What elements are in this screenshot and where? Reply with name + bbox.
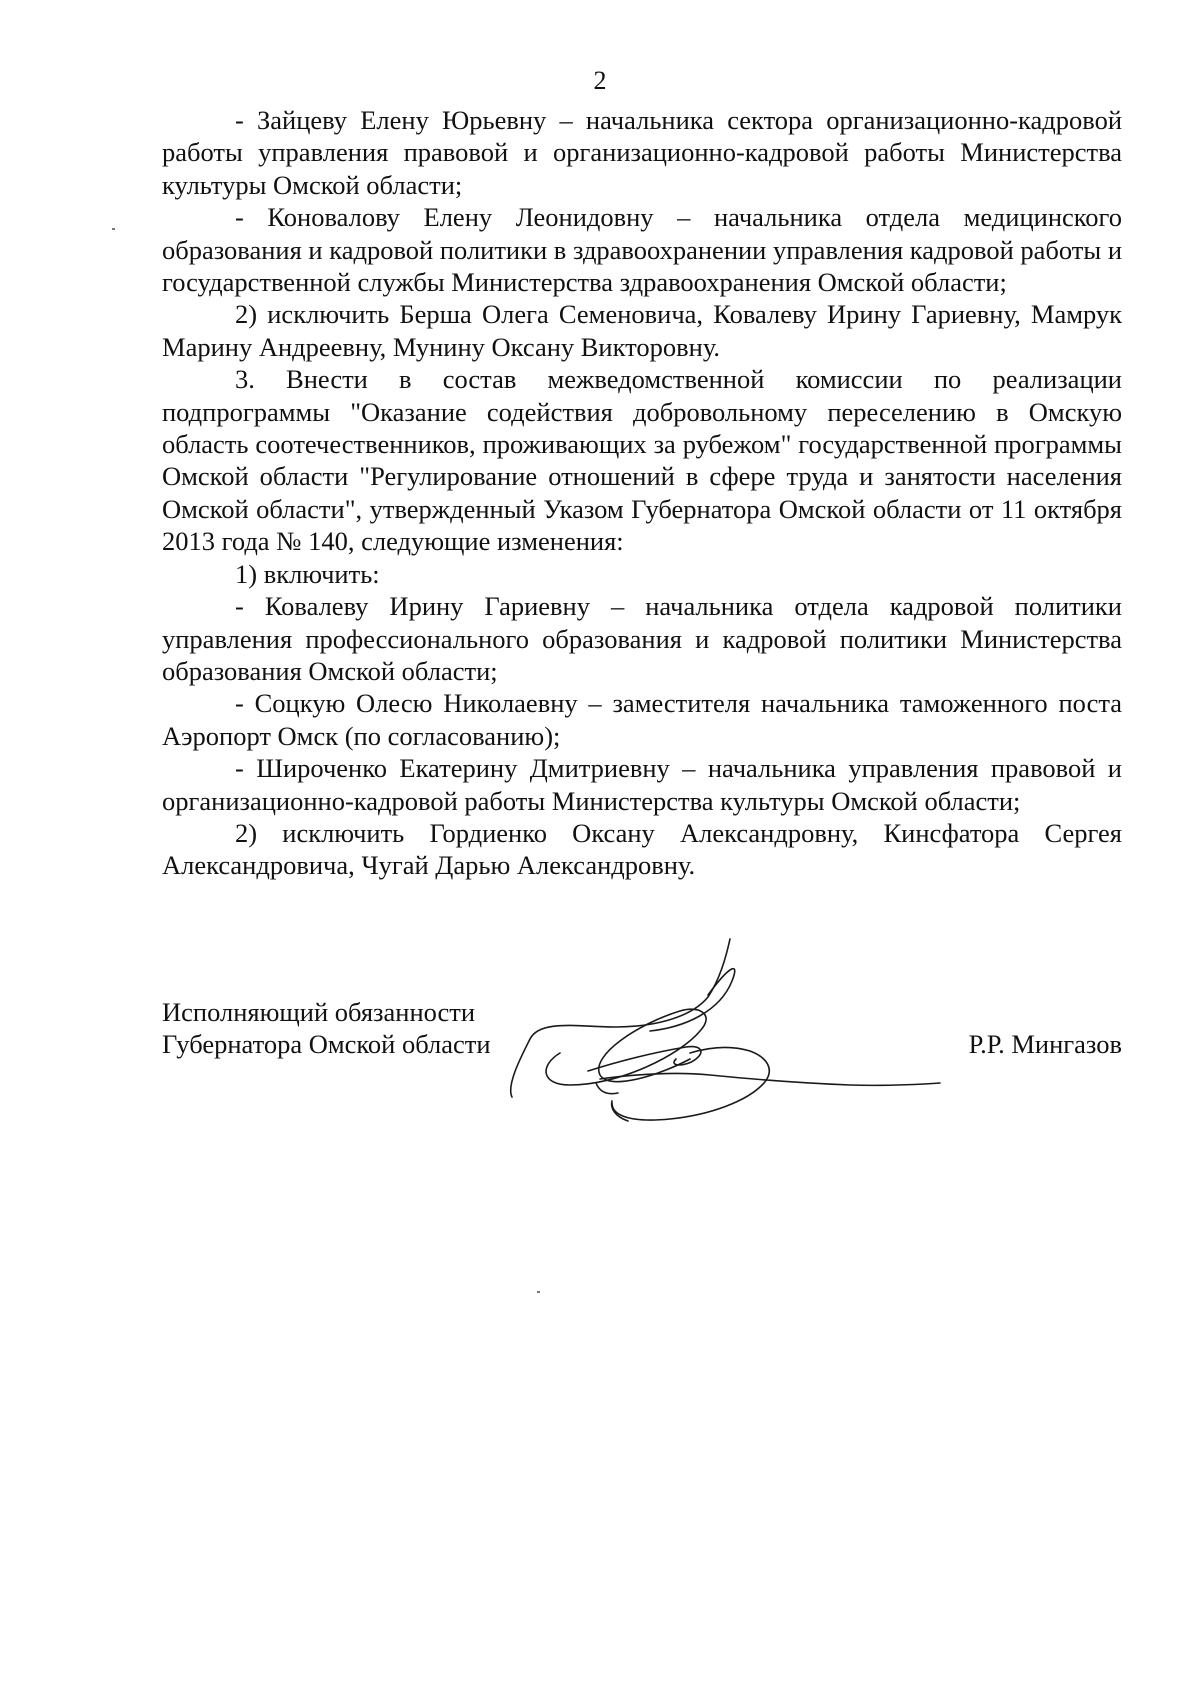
page-number: 2 [593, 66, 607, 95]
paragraph: - Ковалеву Ирину Гариевну – начальника отдела кадровой политики управления профессионального образования и кадровой политики Министерства образования Омской области; [162, 591, 1122, 686]
paragraph: 2) исключить Гордиенко Оксану Александровну, Кинсфатора Сергея Александровича, Чугай Дарью Александровну. [162, 817, 1122, 881]
signatory-title-line-2: Губернатора Омской области [162, 1029, 491, 1059]
document-body [162, 104, 1122, 882]
scan-artifact [112, 228, 115, 230]
handwritten-signature-icon [500, 935, 980, 1135]
scan-artifact [537, 1291, 540, 1293]
signatory-title-line-1: Исполняющий обязанности [162, 997, 476, 1027]
paragraph: 2) исключить Берша Олега Семеновича, Ковалеву Ирину Гариевну, Мамрук Марину Андреевну, Мунину Оксану Викторовну. [162, 299, 1122, 362]
paragraph: 1) включить: [235, 558, 380, 589]
signatory-name: Р.Р. Мингазов [968, 1029, 1122, 1059]
paragraph: - Широченко Екатерину Дмитриевну – начальника управления правовой и организационно-кадровой работы Министерства культуры Омской области; [162, 753, 1122, 816]
paragraph: - Коновалову Елену Леонидовну – начальника отдела медицинского образования и кадровой политики в здравоохранении управления кадровой работы и государственной службы Министерства здравоохранения Омской области; [162, 202, 1122, 298]
paragraph: - Зайцеву Елену Юрьевну – начальника сектора организационно-кадровой работы управления правовой и организационно-кадровой работы Министерства культуры Омской области; [162, 105, 1122, 200]
paragraph: 3. Внести в состав межведомственной комиссии по реализации подпрограммы "Оказание содействия добровольному переселению в Омскую область соотечественников, проживающих за рубежом" государственной программы Омской области "Регулирование отношений в сфере труда и занятости населения Омской области", утвержденный Указом Губернатора Омской области от 11 октября 2013 года № 140, следующие изменения: [162, 364, 1122, 557]
paragraph: - Соцкую Олесю Николаевну – заместителя начальника таможенного поста Аэропорт Омск (по согласованию); [162, 688, 1122, 751]
